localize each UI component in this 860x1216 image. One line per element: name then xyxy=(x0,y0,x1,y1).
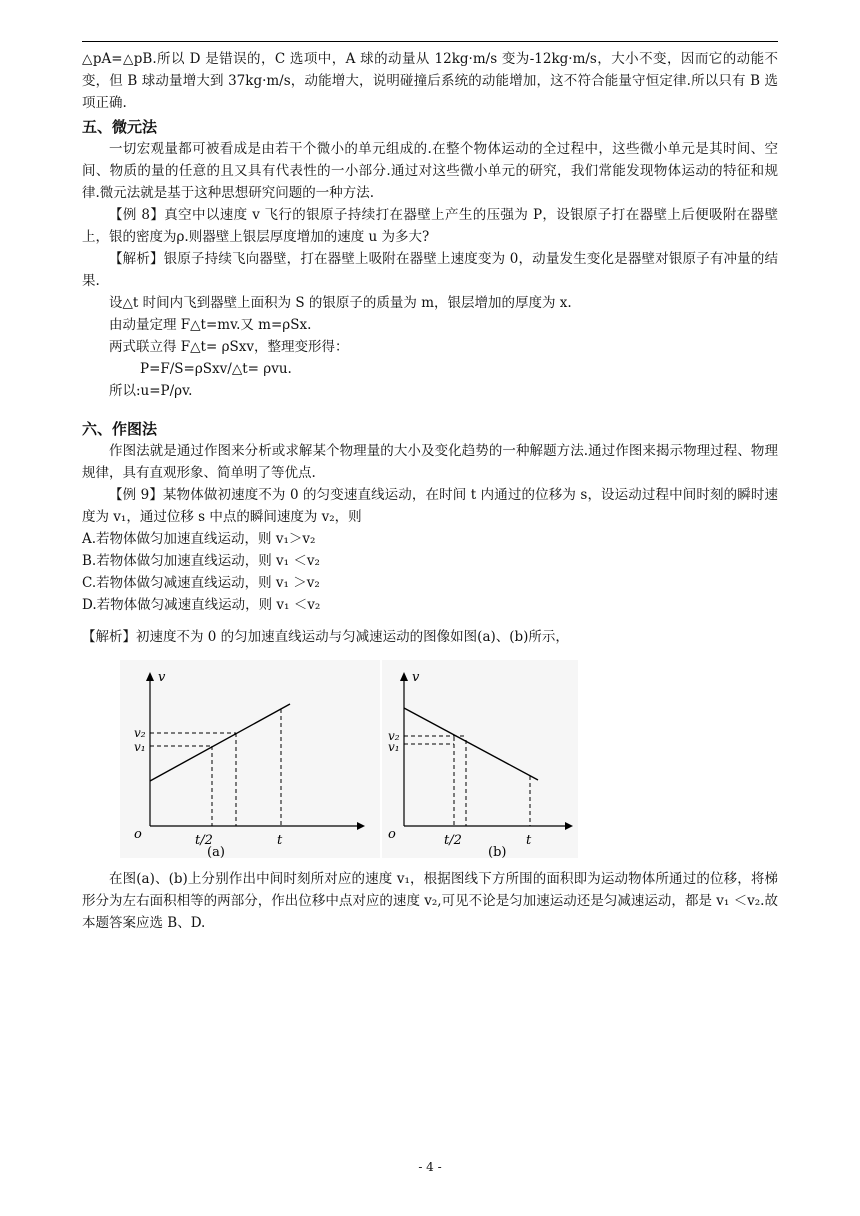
figure-a-caption: (a) xyxy=(207,845,225,858)
figure-b-t-arrow xyxy=(565,822,573,830)
page-content xyxy=(82,48,778,934)
solution-line-1: 设△t 时间内飞到器壁上面积为 S 的银原子的质量为 m，银层增加的厚度为 x. xyxy=(109,295,572,311)
figure-pair xyxy=(82,660,778,860)
figure-a-t-arrow xyxy=(357,822,365,830)
figure-b-t-label: t xyxy=(526,833,532,848)
figure-a-t-half-label: t/2 xyxy=(195,833,213,848)
example-9-analysis: 【解析】初速度不为 0 的匀加速直线运动与匀减速运动的图像如图(a)、(b)所示， xyxy=(82,629,569,645)
option-a: A.若物体做匀加速直线运动，则 v₁＞v₂ xyxy=(82,531,316,547)
figure-b-v-arrow xyxy=(400,672,408,681)
figure-b-graph xyxy=(382,660,578,858)
option-b: B.若物体做匀加速直线运动，则 v₁ ＜v₂ xyxy=(82,553,320,569)
paragraph-graph-explanation: 在图(a)、(b)上分别作出中间时刻所对应的速度 v₁，根据图线下方所围的面积即为运动物体所通过的位移，将梯形分为左右面积相等的两部分，作出位移中点对应的速度 v₂,可见不论是匀加速运动还是匀减速运动，都是 v₁ ＜v₂.故本题答案应选 B、D. xyxy=(82,871,778,931)
figure-b-velocity-line xyxy=(404,708,538,780)
figure-a-graph xyxy=(120,660,380,858)
figure-b-origin-label: o xyxy=(388,827,396,842)
solution-line-2: 由动量定理 F△t=mv.又 m=ρSx. xyxy=(109,317,312,333)
solution-line-3: 两式联立得 F△t= ρSxv，整理变形得： xyxy=(109,339,349,355)
section-heading-micro-element: 五、微元法 xyxy=(82,118,158,136)
solution-line-5: 所以:u=P/ρv. xyxy=(109,383,193,399)
option-d: D.若物体做匀减速直线运动，则 v₁ ＜v₂ xyxy=(82,597,321,613)
figure-a-v2-label: v₂ xyxy=(134,726,146,740)
header-rule xyxy=(82,41,778,42)
paragraph-graphing-intro: 作图法就是通过作图来分析或求解某个物理量的大小及变化趋势的一种解题方法.通过作图来揭示物理过程、物理规律，具有直观形象、简单明了等优点. xyxy=(82,443,778,481)
figure-a-t-label: t xyxy=(277,833,283,848)
figure-a-v1-label: v₁ xyxy=(134,740,146,754)
figure-a-origin-label: o xyxy=(134,827,142,842)
figure-a-v-arrow xyxy=(146,672,154,681)
figure-b-v2-label: v₂ xyxy=(388,729,400,743)
paragraph-continuation: △pA=△pB.所以 D 是错误的，C 选项中，A 球的动量从 12kg·m/s 变为-12kg·m/s，大小不变，因而它的动能不变，但 B 球动量增大到 37kg·m/s，动能增大，说明碰撞后系统的动能增加，这不符合能量守恒定律.所以只有 B 选项正确. xyxy=(82,51,778,111)
figure-a xyxy=(120,660,380,858)
example-8-question: 【例 8】真空中以速度 v 飞行的银原子持续打在器壁上产生的压强为 P，设银原子打在器壁上后便吸附在器壁上，银的密度为ρ.则器壁上银层厚度增加的速度 u 为多大? xyxy=(82,207,778,245)
figure-b-v-label: v xyxy=(412,670,420,685)
figure-b-caption: (b) xyxy=(488,845,507,858)
figure-b xyxy=(382,660,578,858)
example-8-analysis: 【解析】银原子持续飞向器壁，打在器壁上吸附在器壁上速度变为 0，动量发生变化是器壁对银原子有冲量的结果. xyxy=(82,251,778,289)
example-9-question: 【例 9】某物体做初速度不为 0 的匀变速直线运动，在时间 t 内通过的位移为 s，设运动过程中间时刻的瞬时速度为 v₁，通过位移 s 中点的瞬间速度为 v₂，则 xyxy=(82,487,778,525)
option-c: C.若物体做匀减速直线运动，则 v₁ ＞v₂ xyxy=(82,575,320,591)
section-heading-graphing: 六、作图法 xyxy=(82,420,158,438)
page-number: - 4 - xyxy=(418,1160,442,1174)
figure-a-v-label: v xyxy=(158,670,166,685)
solution-line-4: P=F/S=ρSxv/△t= ρvu. xyxy=(140,361,292,377)
figure-a-velocity-line xyxy=(150,704,290,781)
figure-b-v1-label: v₁ xyxy=(388,740,400,754)
paragraph-micro-element-intro: 一切宏观量都可被看成是由若干个微小的单元组成的.在整个物体运动的全过程中，这些微小单元是其时间、空间、物质的量的任意的且又具有代表性的一小部分.通过对这些微小单元的研究，我们常能发现物体运动的特征和规律.微元法就是基于这种思想研究问题的一种方法. xyxy=(82,141,778,201)
figure-b-t-half-label: t/2 xyxy=(444,833,462,848)
